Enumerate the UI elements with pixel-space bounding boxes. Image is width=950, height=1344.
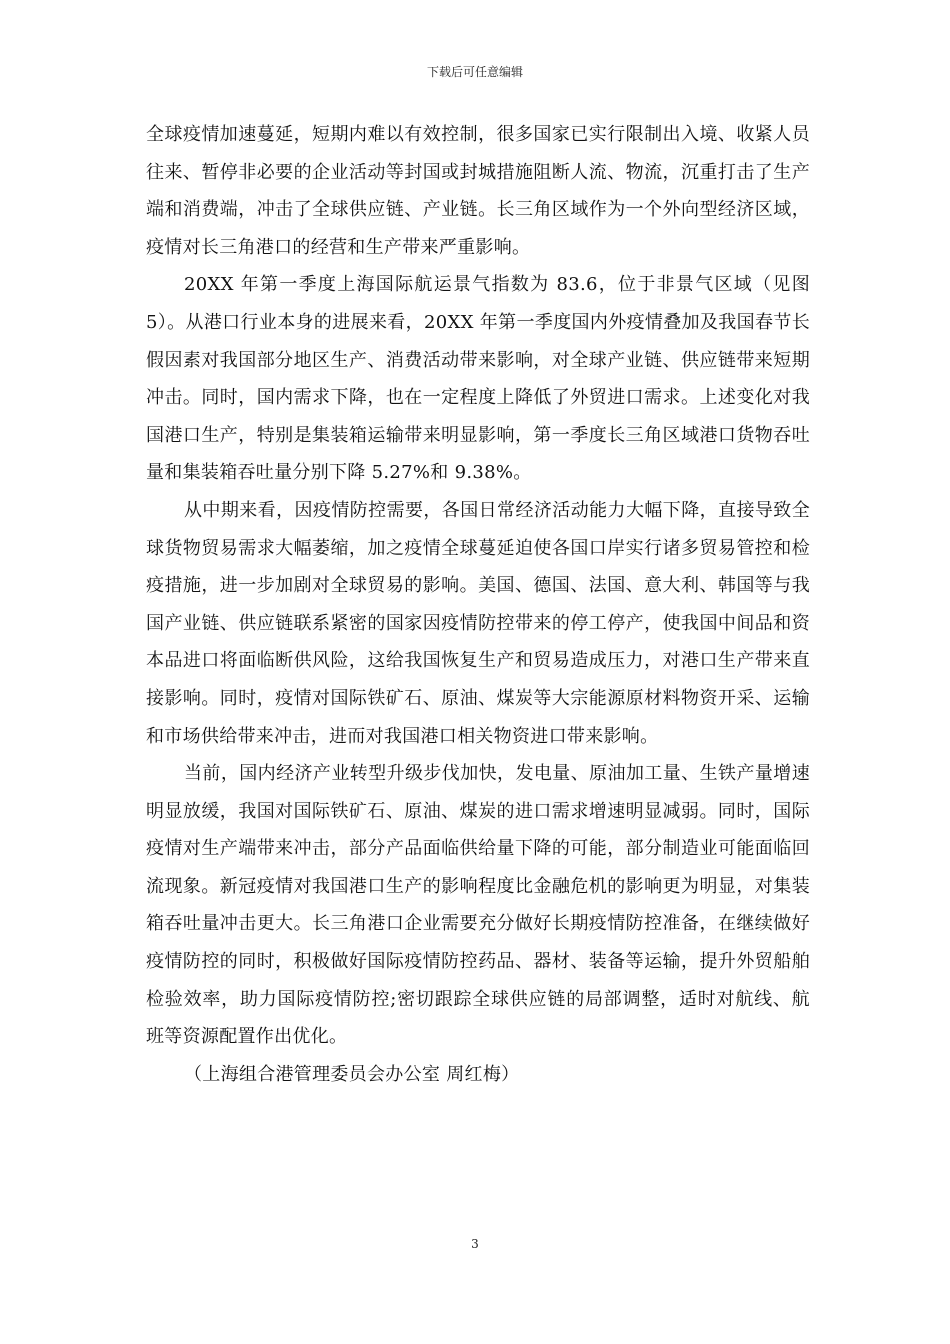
paragraph-1: 全球疫情加速蔓延，短期内难以有效控制，很多国家已实行限制出入境、收紧人员往来、暂停非必要的企业活动等封国或封城措施阻断人流、物流，沉重打击了生产端和消费端，冲击了全球供应链、产业链。长三角区域作为一个外向型经济区域，疫情对长三角港口的经营和生产带来严重影响。 [146, 124, 810, 258]
document-body [146, 116, 810, 1093]
paragraph-3: 从中期来看，因疫情防控需要，各国日常经济活动能力大幅下降，直接导致全球货物贸易需求大幅萎缩，加之疫情全球蔓延迫使各国口岸实行诸多贸易管控和检疫措施，进一步加剧对全球贸易的影响。美国、德国、法国、意大利、韩国等与我国产业链、供应链联系紧密的国家因疫情防控带来的停工停产，使我国中间品和资本品进口将面临断供风险，这给我国恢复生产和贸易造成压力，对港口生产带来直接影响。同时，疫情对国际铁矿石、原油、煤炭等大宗能源原材料物资开采、运输和市场供给带来冲击，进而对我国港口相关物资进口带来影响。 [146, 499, 810, 747]
page-header: 下载后可任意编辑 [426, 65, 523, 79]
paragraph-4: 当前，国内经济产业转型升级步伐加快，发电量、原油加工量、生铁产量增速明显放缓，我国对国际铁矿石、原油、煤炭的进口需求增速明显减弱。同时，国际疫情对生产端带来冲击，部分产品面临供给量下降的可能，部分制造业可能面临回流现象。新冠疫情对我国港口生产的影响程度比金融危机的影响更为明显，对集装箱吞吐量冲击更大。长三角港口企业需要充分做好长期疫情防控准备，在继续做好疫情防控的同时，积极做好国际疫情防控药品、器材、装备等运输，提升外贸船舶检验效率，助力国际疫情防控;密切跟踪全球供应链的局部调整，适时对航线、航班等资源配置作出优化。 [146, 763, 810, 1048]
page-number: 3 [471, 1237, 479, 1251]
paragraph-2: 20XX 年第一季度上海国际航运景气指数为 83.6，位于非景气区域（见图 5）。从港口行业本身的进展来看，20XX 年第一季度国内外疫情叠加及我国春节长假因素对我国部分地区生产、消费活动带来影响，对全球产业链、供应链带来短期冲击。同时，国内需求下降，也在一定程度上降低了外贸进口需求。上述变化对我国港口生产，特别是集装箱运输带来明显影响，第一季度长三角区域港口货物吞吐量和集装箱吞吐量分别下降 5.27%和 9.38%。 [146, 274, 810, 484]
signature-line: （上海组合港管理委员会办公室 周红梅） [184, 1063, 520, 1085]
